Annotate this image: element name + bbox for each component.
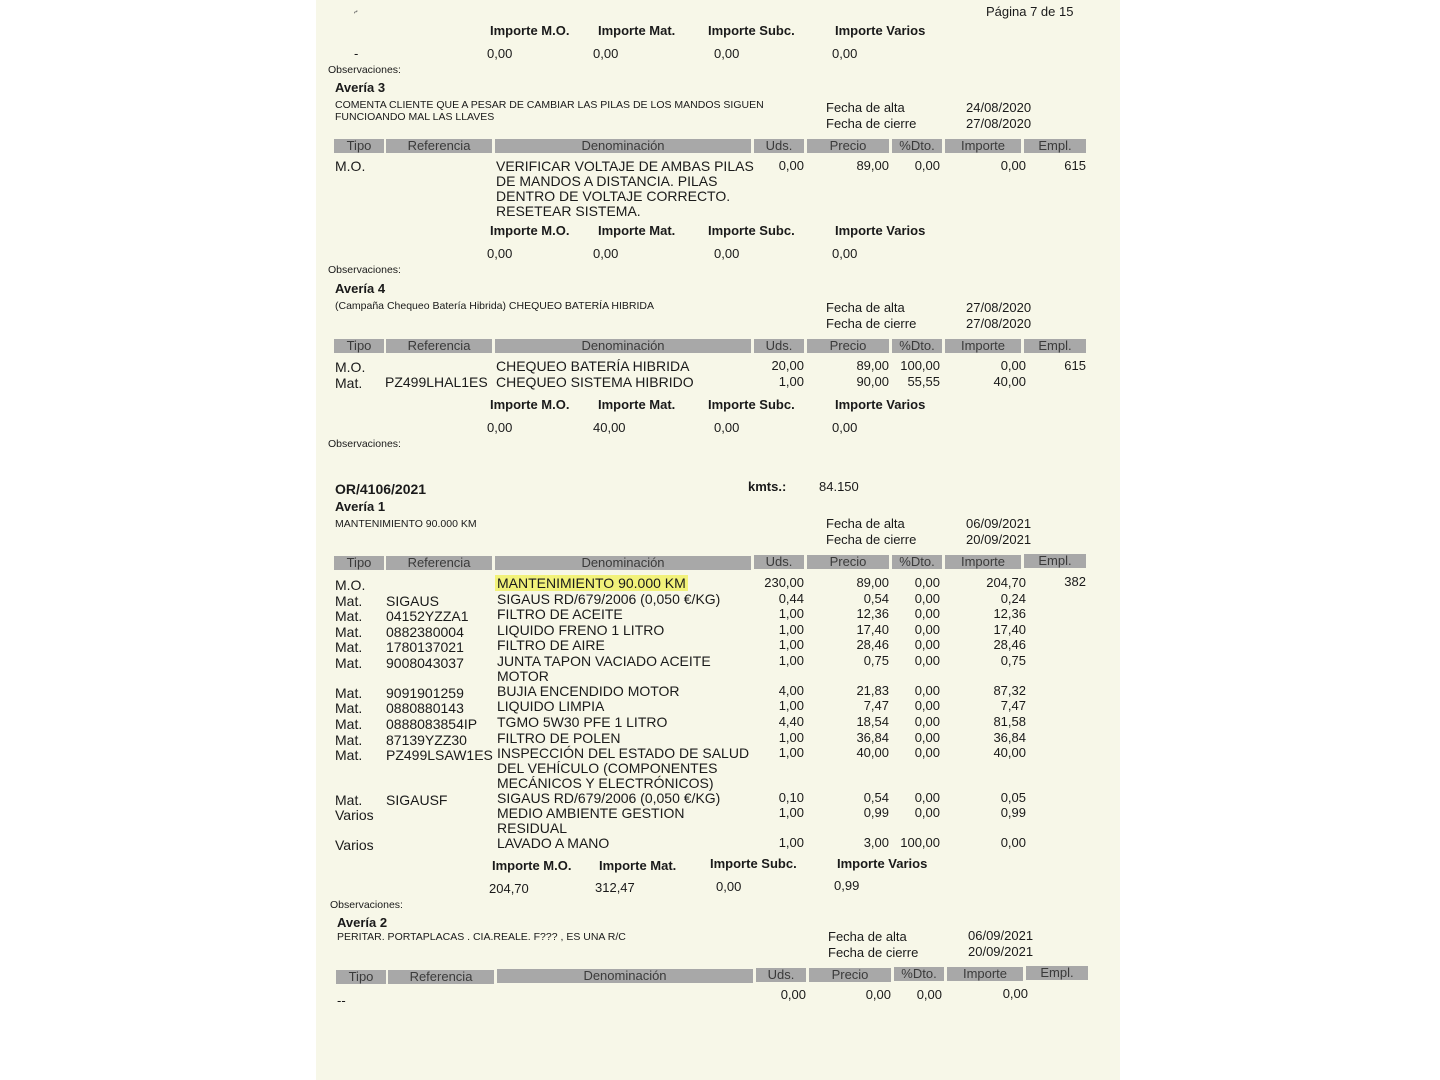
cell-ref: SIGAUSF [386, 792, 448, 808]
label-importe-mat: Importe Mat. [598, 23, 676, 38]
cell-den: FILTRO DE AIRE [497, 637, 605, 653]
fecha-alta-value: 27/08/2020 [966, 300, 1032, 315]
cell-precio: 0,75 [863, 653, 889, 668]
cell-dto: 0,00 [914, 575, 940, 590]
cell-tipo: Mat. [335, 747, 363, 763]
cell-tipo: Mat. [335, 608, 363, 624]
cell-ref: 0882380004 [386, 624, 464, 640]
cell-precio: 21,83 [856, 683, 889, 698]
observaciones-label: Observaciones: [328, 264, 401, 276]
col-empl: Empl. [1038, 338, 1072, 353]
cell-uds: 1,00 [778, 606, 804, 621]
cell-dto: 0,00 [914, 790, 940, 805]
col-importe: Importe [960, 338, 1006, 353]
total-mo: 0,00 [487, 46, 513, 61]
averia-title: Avería 3 [335, 80, 386, 95]
cell-ref: 9008043037 [386, 655, 464, 671]
cell-ref: SIGAUS [386, 593, 439, 609]
fecha-alta-value: 06/09/2021 [968, 928, 1034, 943]
col-tipo: Tipo [346, 138, 372, 153]
cell-importe: 0,24 [1000, 591, 1026, 606]
col-denominacion: Denominación [581, 338, 665, 353]
total-subc: 0,00 [714, 246, 740, 261]
col-tipo: Tipo [348, 969, 374, 984]
or-number: OR/4106/2021 [335, 481, 427, 497]
col-referencia: Referencia [407, 338, 471, 353]
col-precio: Precio [829, 554, 867, 569]
cell-uds: 1,00 [778, 622, 804, 637]
fecha-alta-value: 06/09/2021 [966, 516, 1032, 531]
cell-precio: 0,54 [863, 591, 889, 606]
col-uds: Uds. [767, 967, 795, 982]
total-mat: 40,00 [593, 420, 626, 435]
label-importe-subc: Importe Subc. [710, 856, 797, 871]
cell-importe: 40,00 [993, 745, 1026, 760]
label-importe-mo: Importe M.O. [490, 23, 570, 38]
cell-den: SIGAUS RD/679/2006 (0,050 €/KG) [497, 591, 721, 607]
col-referencia: Referencia [407, 555, 471, 570]
averia-description: COMENTA CLIENTE QUE A PESAR DE CAMBIAR LAS PILAS DE LOS MANDOS SIGUEN [335, 99, 764, 111]
cell-dto: 0,00 [914, 606, 940, 621]
cell-precio: 89,00 [856, 575, 889, 590]
label-importe-mat: Importe Mat. [598, 397, 676, 412]
cell-ref: 9091901259 [386, 685, 464, 701]
cell-dto: 0,00 [914, 637, 940, 652]
page-number: Página 7 de 15 [986, 4, 1074, 19]
total-varios: 0,00 [832, 246, 858, 261]
col-tipo: Tipo [346, 338, 372, 353]
cell-precio: 3,00 [863, 835, 889, 850]
cell-dto: 0,00 [914, 805, 940, 820]
total-subc: 0,00 [716, 879, 742, 894]
cell-dto: 0,00 [914, 591, 940, 606]
cell-precio: 0,99 [863, 805, 889, 820]
cell-precio: 17,40 [856, 622, 889, 637]
cell-importe: 87,32 [993, 683, 1026, 698]
cell-importe: 0,99 [1000, 805, 1026, 820]
cell-importe: 28,46 [993, 637, 1026, 652]
cell-dto: 0,00 [914, 698, 940, 713]
cell-precio: 40,00 [856, 745, 889, 760]
cell-precio: 7,47 [863, 698, 889, 713]
cell-precio: 36,84 [856, 730, 889, 745]
averia-description: (Campaña Chequeo Batería Hibrida) CHEQUEO BATERÍA HIBRIDA [335, 300, 655, 312]
label-importe-mo: Importe M.O. [492, 858, 572, 873]
cell-tipo: Mat. [335, 792, 363, 808]
averia-title: Avería 4 [335, 281, 386, 296]
cell-dto: 0,00 [914, 683, 940, 698]
cell-importe: 204,70 [986, 575, 1026, 590]
document-page: ˜ Página 7 de 15 Importe M.O. Importe Mat. Importe Subc. Importe Varios - 0,00 0,00 0,00 0,00 Observaciones: Avería 3 COMENTA CLIENTE QUE A PESAR DE CAMBIAR LAS PILAS DE LOS MANDOS SIGUEN FUNCIOANDO MAL LAS LLAVES Fecha de alta Fecha de cierre 24/08/2020 27/08/2020 Tipo Referencia Denominación Uds. Precio %Dto. Importe Empl. M.O. VERIFICAR VOLTAJE DE AMBAS PILAS DE MANDOS A DISTANCIA. PILAS DENTRO DE VOLTAJE CORRECTO. RESETEAR SISTEMA. 0,00 89,00 0,00 0,00 615 Importe M.O. Importe Mat. Importe Subc. Importe Varios 0,00 0,00 0,00 0,00 Observaciones: Avería 4 (Campaña Chequeo Batería Hibrida) CHEQUEO BATERÍA HIBRIDA Fecha de alta Fecha de cierre 27/08/2020 27/08/2020 Tipo Referencia Denominación Uds. Precio %Dto. Importe Empl. M.O. CHEQUEO BATERÍA HIBRIDA 20,00 89,00 100,00 0,00 615 Mat. PZ499LHAL1ES CHEQUEO SISTEMA HIBRIDO 1,00 90,00 55,55 40,00 Importe M.O. Importe Mat. Importe Subc. Importe Varios 0,00 40,00 0,00 0,00 Observaciones: OR/4106/2021 kmts.: 84.150 Avería 1 MANTENIMIENTO 90.000 KM Fecha de alta Fecha de cierre 06/09/2021 20/09/2021 Tipo Referencia Denominación Uds. Precio %Dto. Importe Empl. M.O. MANTENIMIENTO 90.000 KM 230,00 89,00 0,00 204,70 382 Mat. SIGAUS SIGAUS RD/679/2006 (0,050 €/KG) 0,44 0,54 0,00 0,24 Mat. 04152YZZA1 FILTRO DE ACEITE 1,00 12,36 0,00 12,36 Mat. 0882380004 LIQUIDO FRENO 1 LITRO 1,00 17,40 0,00 17,40 Mat. 1780137021 FILTRO DE AIRE 1,00 28,46 0,00 28,46 Mat. 9008043037 JUNTA TAPON VACIADO ACEITE MOTOR 1,00 0,75 0,00 0,75 Mat. 9091901259 BUJIA ENCENDIDO MOTOR 4,00 21,83 0,00 87,32 Mat. 0880880143 LIQUIDO LIMPIA 1,00 7,47 0,00 7,47 Mat. 0888083854IP TGMO 5W30 PFE 1 LITRO 4,40 18,54 0,00 81,58 Mat. 87139YZZ30 FILTRO DE POLEN 1,00 36,84 0,00 36,84 Mat. PZ499LSAW1ES INSPECCIÓN DEL ESTADO DE SALUD DEL VEHÍCULO (COMPONENTES MECÁNICOS Y ELECTRÓNICOS) 1,00 40,00 0,00 40,00 Mat. SIGAUSF SIGAUS RD/679/2006 (0,050 €/KG) 0,10 0,54 0,00 0,05 Varios MEDIO AMBIENTE GESTION RESIDUAL 1,00 0,99 0,00 0,99 Varios LAVADO A MANO 1,00 3,00 100,00 0,00 Importe M.O. Importe Mat. Importe Subc. Importe Varios 204,70 312,47 0,00 0,99 Observaciones: Avería 2 PERITAR. PORTAPLACAS . CIA.REALE. F??? , ES UNA R/C Fecha de alta Fecha de cierre 06/09/2021 20/09/2021 Tipo Referencia Denominación Uds. Precio %Dto. Importe Empl. -- 0,00 0,00 0,00 0,00 [316, 0, 1120, 1080]
cell-ref: 04152YZZA1 [386, 608, 469, 624]
observaciones-label: Observaciones: [328, 438, 401, 450]
col-precio: Precio [829, 138, 867, 153]
col-uds: Uds. [765, 138, 793, 153]
col-dto: %Dto. [899, 138, 935, 153]
col-uds: Uds. [765, 554, 793, 569]
fecha-alta-label: Fecha de alta [828, 929, 907, 944]
col-empl: Empl. [1040, 965, 1074, 980]
col-importe: Importe [962, 966, 1008, 981]
cell-uds: 4,00 [778, 683, 804, 698]
cell-empl: 382 [1064, 574, 1086, 589]
cell-den: MANTENIMIENTO 90.000 KM [497, 575, 686, 591]
col-tipo: Tipo [346, 555, 372, 570]
cell-tipo: Mat. [335, 716, 363, 732]
total-varios: 0,99 [834, 878, 860, 893]
observaciones-label: Observaciones: [330, 899, 403, 911]
cell-dto: 0,00 [914, 653, 940, 668]
cell-uds: 1,00 [778, 653, 804, 668]
cell-dto: 0,00 [914, 622, 940, 637]
cell-importe: 81,58 [993, 714, 1026, 729]
cell-den: MEDIO AMBIENTE GESTION [497, 805, 685, 821]
kmts-label: kmts.: [748, 479, 787, 494]
cell-uds: 1,00 [778, 637, 804, 652]
kmts-value: 84.150 [819, 479, 859, 494]
total-subc: 0,00 [714, 420, 740, 435]
col-denominacion: Denominación [581, 555, 665, 570]
cell-den: JUNTA TAPON VACIADO ACEITE [497, 653, 711, 669]
cell-uds: 1,00 [778, 835, 804, 850]
col-referencia: Referencia [409, 969, 473, 984]
cell-dto: 0,00 [914, 730, 940, 745]
fecha-cierre-label: Fecha de cierre [826, 532, 917, 547]
cell-uds: 1,00 [778, 745, 804, 760]
cell-dto: 0,00 [914, 745, 940, 760]
total-varios: 0,00 [832, 46, 858, 61]
fecha-alta-value: 24/08/2020 [966, 100, 1032, 115]
cell-uds: 1,00 [778, 730, 804, 745]
cell-importe: 36,84 [993, 730, 1026, 745]
label-importe-mo: Importe M.O. [490, 397, 570, 412]
cell-tipo: Varios [335, 837, 374, 853]
label-importe-mat: Importe Mat. [599, 858, 677, 873]
fecha-alta-label: Fecha de alta [826, 516, 905, 531]
label-importe-varios: Importe Varios [835, 23, 926, 38]
cell-den: TGMO 5W30 PFE 1 LITRO [497, 714, 668, 730]
label-importe-varios: Importe Varios [835, 223, 926, 238]
col-dto: %Dto. [899, 338, 935, 353]
label-importe-subc: Importe Subc. [708, 223, 795, 238]
cell-dto: 0,00 [914, 714, 940, 729]
scan-mark: ˜ [352, 8, 364, 22]
cell-precio: 28,46 [856, 637, 889, 652]
cell-den: SIGAUS RD/679/2006 (0,050 €/KG) [497, 790, 721, 806]
fecha-cierre-value: 20/09/2021 [968, 944, 1034, 959]
cell-ref: 87139YZZ30 [386, 732, 467, 748]
cell-den2: MOTOR [497, 668, 549, 684]
cell-tipo: Mat. [335, 685, 363, 701]
cell-ref: PZ499LSAW1ES [386, 747, 493, 763]
cell-tipo: Mat. [335, 624, 363, 640]
cell-precio: 18,54 [856, 714, 889, 729]
cell-uds: 1,00 [778, 698, 804, 713]
col-empl: Empl. [1038, 553, 1072, 568]
total-mat: 0,00 [593, 246, 619, 261]
cell-importe: 0,75 [1000, 653, 1026, 668]
total-mat: 0,00 [593, 46, 619, 61]
cell-importe: 0,05 [1000, 790, 1026, 805]
col-denominacion: Denominación [581, 138, 665, 153]
label-importe-varios: Importe Varios [837, 856, 928, 871]
cell-den: LIQUIDO LIMPIA [497, 698, 605, 714]
label-importe-subc: Importe Subc. [708, 23, 795, 38]
col-importe: Importe [960, 138, 1006, 153]
col-dto: %Dto. [899, 554, 935, 569]
fecha-cierre-value: 27/08/2020 [966, 116, 1032, 131]
cell-tipo: M.O. [335, 577, 366, 593]
total-mo: 0,00 [487, 420, 513, 435]
cell-importe: 12,36 [993, 606, 1026, 621]
cell-tipo: Mat. [335, 732, 363, 748]
cell-uds: 230,00 [764, 575, 804, 590]
cell-den3: MECÁNICOS Y ELECTRÓNICOS) [497, 775, 714, 791]
label-importe-subc: Importe Subc. [708, 397, 795, 412]
col-precio: Precio [829, 338, 867, 353]
cell-tipo: Mat. [335, 655, 363, 671]
col-referencia: Referencia [407, 138, 471, 153]
col-dto: %Dto. [901, 966, 937, 981]
cell-den: BUJIA ENCENDIDO MOTOR [497, 683, 680, 699]
cell-importe: 17,40 [993, 622, 1026, 637]
cell-tipo: Mat. [335, 700, 363, 716]
observaciones-label: Observaciones: [328, 64, 401, 76]
averia-title: Avería 1 [335, 499, 386, 514]
cell-den2: DEL VEHÍCULO (COMPONENTES [497, 760, 718, 776]
cell-uds: 0,44 [778, 591, 804, 606]
dash: - [354, 46, 359, 61]
total-mo: 0,00 [487, 246, 513, 261]
fecha-cierre-label: Fecha de cierre [828, 945, 919, 960]
cell-den: INSPECCIÓN DEL ESTADO DE SALUD [497, 745, 750, 761]
cell-den2: RESIDUAL [497, 820, 568, 836]
cell-uds: 0,10 [778, 790, 804, 805]
col-empl: Empl. [1038, 138, 1072, 153]
cell-ref: 0888083854IP [386, 716, 478, 732]
total-varios: 0,00 [832, 420, 858, 435]
averia-title: Avería 2 [337, 915, 388, 930]
averia-description: FUNCIOANDO MAL LAS LLAVES [335, 111, 495, 123]
label-importe-mat: Importe Mat. [598, 223, 676, 238]
cell-precio: 12,36 [856, 606, 889, 621]
cell-uds: 1,00 [778, 805, 804, 820]
cell-den: FILTRO DE ACEITE [497, 606, 623, 622]
fecha-cierre-value: 20/09/2021 [966, 532, 1032, 547]
col-precio: Precio [831, 967, 869, 982]
averia-description: MANTENIMIENTO 90.000 KM [335, 518, 477, 530]
label-importe-mo: Importe M.O. [490, 223, 570, 238]
cell-importe: 7,47 [1000, 698, 1026, 713]
cell-tipo: Mat. [335, 639, 363, 655]
cell-den: LAVADO A MANO [497, 835, 610, 851]
cell-importe: 0,00 [1000, 835, 1026, 850]
fecha-cierre-label: Fecha de cierre [826, 316, 917, 331]
col-uds: Uds. [765, 338, 793, 353]
fecha-alta-label: Fecha de alta [826, 300, 905, 315]
cell-den: FILTRO DE POLEN [497, 730, 621, 746]
col-denominacion: Denominación [583, 968, 667, 983]
fecha-cierre-label: Fecha de cierre [826, 116, 917, 131]
fecha-alta-label: Fecha de alta [826, 100, 905, 115]
cell-ref: 0880880143 [386, 700, 464, 716]
cell-tipo: Varios [335, 807, 374, 823]
cell-uds: 4,40 [778, 714, 804, 729]
cell-den: LIQUIDO FRENO 1 LITRO [497, 622, 665, 638]
cell-ref: 1780137021 [386, 639, 464, 655]
total-mat: 312,47 [595, 880, 635, 895]
total-subc: 0,00 [714, 46, 740, 61]
total-mo: 204,70 [489, 881, 529, 896]
cell-tipo: Mat. [335, 593, 363, 609]
col-importe: Importe [960, 554, 1006, 569]
averia-description: PERITAR. PORTAPLACAS . CIA.REALE. F??? , ES UNA R/C [337, 931, 626, 943]
cell-dto: 100,00 [900, 835, 940, 850]
label-importe-varios: Importe Varios [835, 397, 926, 412]
cell-precio: 0,54 [863, 790, 889, 805]
fecha-cierre-value: 27/08/2020 [966, 316, 1032, 331]
